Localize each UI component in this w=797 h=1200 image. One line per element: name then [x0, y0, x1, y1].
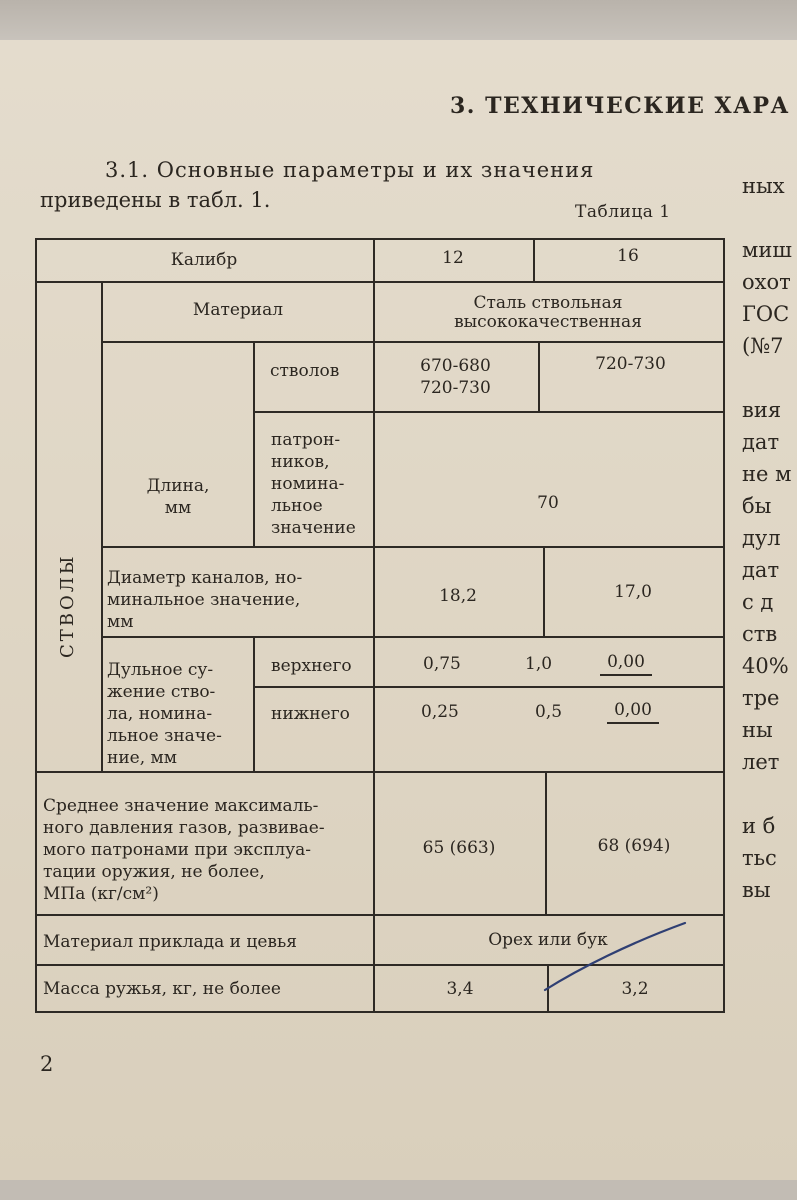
rule-group-col — [101, 281, 103, 771]
choke-lower-value-2: 0,5 — [535, 702, 563, 722]
chambers-label-1: патрон- — [271, 430, 341, 450]
table-border-top — [35, 238, 725, 240]
chambers-label-3: номина- — [271, 474, 345, 494]
adjacent-page-text — [742, 170, 797, 906]
rule-cal-split-barrels — [538, 341, 540, 411]
material-label: Материал — [192, 300, 284, 320]
caliber-16: 16 — [617, 246, 639, 266]
stock-value: Орех или бук — [488, 930, 608, 950]
adjacent-page-line: тьс — [742, 846, 777, 870]
choke-label-3: ла, номина- — [107, 704, 213, 724]
adjacent-page-line: дат — [742, 558, 780, 582]
choke-lower-value-1: 0,25 — [421, 702, 459, 722]
table-border-right — [723, 238, 725, 1013]
adjacent-page-line: с д — [742, 590, 774, 614]
background-bottom — [0, 1180, 797, 1200]
rule-barrels — [253, 411, 723, 413]
group-label-barrels: СТВОЛЫ — [57, 553, 78, 658]
pressure-16: 68 (694) — [597, 836, 671, 856]
pressure-label-3: мого патронами при эксплуа- — [43, 840, 312, 860]
adjacent-page-line: тре — [742, 686, 780, 710]
intro-line-2: приведены в табл. 1. — [40, 188, 271, 212]
barrels-12-2: 720-730 — [420, 378, 491, 398]
choke-label-1: Дульное су- — [107, 660, 214, 680]
pressure-label-4: тации оружия, не более, — [43, 862, 265, 882]
material-value-2: высококачественная — [454, 312, 642, 332]
adjacent-page-line: лет — [742, 750, 780, 774]
adjacent-page-line: ных — [742, 174, 785, 198]
rule-pressure — [35, 914, 725, 916]
adjacent-page-line: охот — [742, 270, 791, 294]
caliber-12: 12 — [442, 248, 464, 268]
specs-table — [35, 238, 725, 1013]
rule-length-col — [253, 341, 255, 546]
barrels-12-1: 670-680 — [420, 356, 491, 376]
adjacent-page-line: 40% — [742, 654, 789, 678]
table-caption: Таблица 1 — [575, 202, 671, 222]
rule-choke-upper — [253, 686, 723, 688]
choke-upper-value-1: 0,75 — [423, 654, 461, 674]
adjacent-page-line — [742, 362, 797, 394]
adjacent-page-line — [742, 778, 797, 810]
length-label-1: Длина, — [146, 476, 210, 496]
choke-lower-label: нижнего — [271, 704, 350, 724]
adjacent-page-line: вы — [742, 878, 771, 902]
chambers-label-4: льное — [271, 496, 323, 516]
adjacent-page-line: ны — [742, 718, 773, 742]
stock-label: Материал приклада и цевья — [43, 932, 297, 952]
adjacent-page-line — [742, 202, 797, 234]
adjacent-page-line: вия — [742, 398, 782, 422]
pressure-label-2: ного давления газов, развивае- — [43, 818, 325, 838]
choke-lower-value-3: 0,00 — [607, 700, 659, 724]
choke-upper-value-2: 1,0 — [525, 654, 553, 674]
adjacent-page-line: дат — [742, 430, 780, 454]
mass-label: Масса ружья, кг, не более — [43, 979, 281, 999]
rule-caliber — [35, 281, 725, 283]
bore-label-3: мм — [107, 612, 134, 632]
barrels-label: стволов — [270, 361, 340, 381]
rule-chambers — [103, 546, 723, 548]
bore-label-1: Диаметр каналов, но- — [107, 568, 303, 588]
length-label-2: мм — [164, 498, 192, 518]
chambers-value: 70 — [537, 493, 559, 513]
choke-label-2: жение ство- — [107, 682, 216, 702]
chambers-label-5: значение — [271, 518, 356, 538]
adjacent-page-line: не м — [742, 462, 792, 486]
rule-choke — [35, 771, 725, 773]
caliber-label: Калибр — [170, 250, 238, 270]
choke-upper-value-3: 0,00 — [600, 652, 652, 676]
adjacent-page-line: дул — [742, 526, 781, 550]
adjacent-page-line: миш — [742, 238, 792, 262]
rule-bore — [103, 636, 723, 638]
rule-choke-col — [253, 636, 255, 771]
adjacent-page-line: ГОС — [742, 302, 790, 326]
section-heading: 3. ТЕХНИЧЕСКИЕ ХАРА — [450, 93, 790, 119]
barrels-16: 720-730 — [595, 354, 666, 374]
bore-16: 17,0 — [614, 582, 652, 602]
adjacent-page-line: бы — [742, 494, 772, 518]
adjacent-page-line: ств — [742, 622, 778, 646]
bore-12: 18,2 — [439, 586, 477, 606]
intro-line-1: 3.1. Основные параметры и их значения — [105, 158, 595, 182]
rule-value-col — [373, 238, 375, 1013]
table-border-bottom — [35, 1011, 725, 1013]
choke-label-5: ние, мм — [107, 748, 177, 768]
choke-label-4: льное значе- — [107, 726, 222, 746]
pen-stroke-mark — [540, 918, 690, 998]
adjacent-page-line: (№7 — [742, 334, 784, 358]
table-border-left — [35, 238, 37, 1013]
bore-label-2: минальное значение, — [107, 590, 301, 610]
mass-12: 3,4 — [446, 979, 474, 999]
chambers-label-2: ников, — [271, 452, 330, 472]
choke-upper-label: верхнего — [271, 656, 352, 676]
material-value-1: Сталь ствольная — [473, 293, 623, 313]
page-number: 2 — [40, 1052, 54, 1076]
pressure-label-5: МПа (кг/см²) — [43, 884, 159, 904]
pressure-12: 65 (663) — [422, 838, 496, 858]
rule-material — [103, 341, 723, 343]
pressure-label-1: Среднее значение максималь- — [43, 796, 319, 816]
adjacent-page-line: и б — [742, 814, 776, 838]
mass-16: 3,2 — [621, 979, 649, 999]
